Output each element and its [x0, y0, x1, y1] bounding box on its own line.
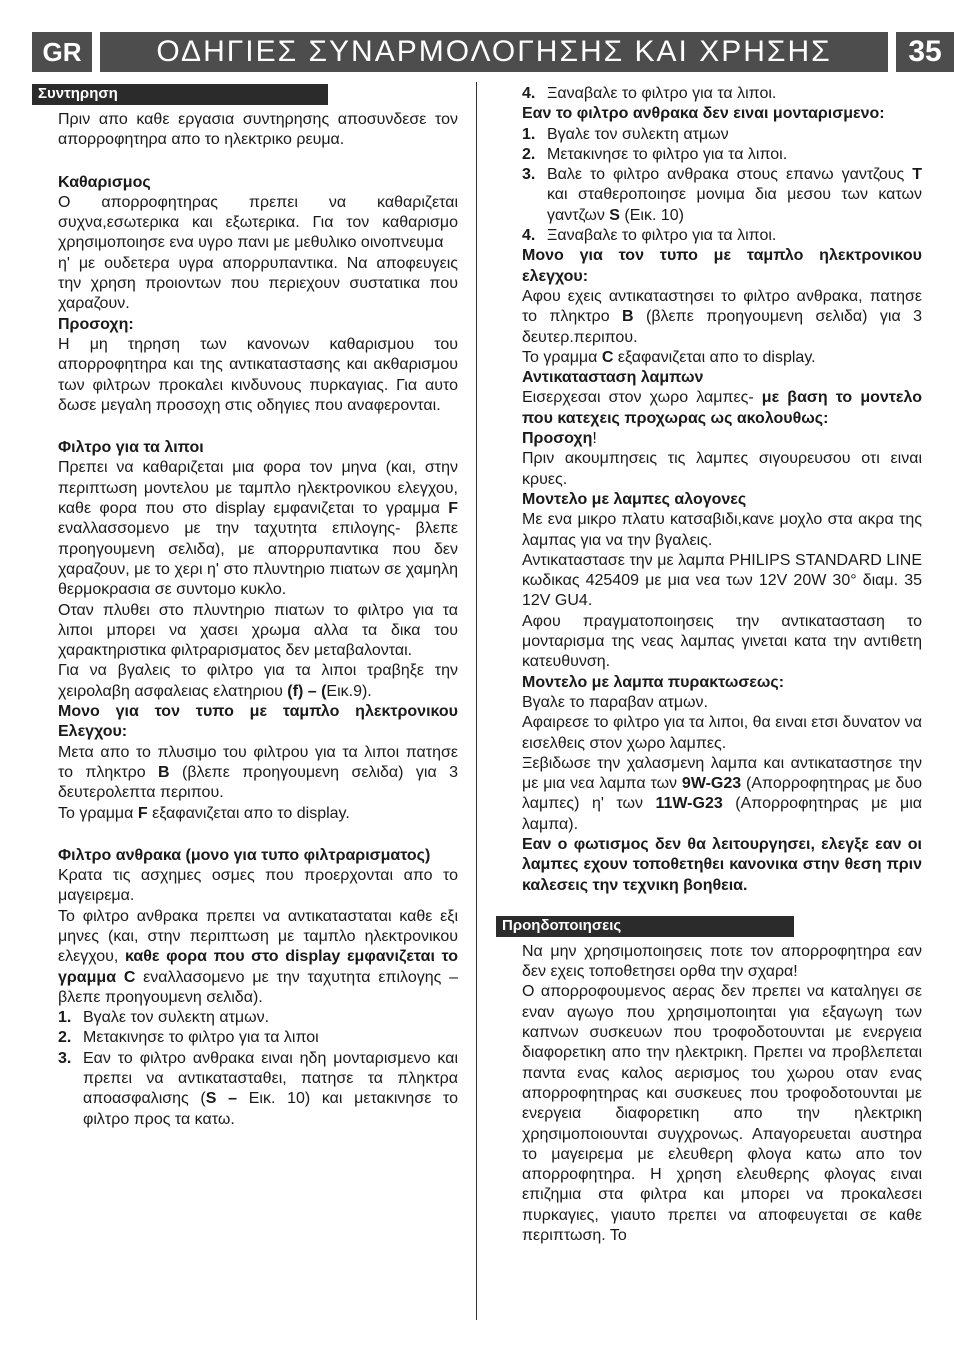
- carbon-filter-heading: Φιλτρο ανθρακα (μονο για τυπο φιλτραρισματος): [58, 846, 431, 864]
- carbon-filter-paragraph-1: Κρατα τις ασχημες οσμες που προερχονται απο το μαγειρεμα.: [58, 867, 458, 905]
- electronic-control-heading: Μονο για τον τυπο με ταμπλο ηλεκτρονικου ελεγχου:: [522, 247, 922, 285]
- halogen-heading: Μοντελο με λαμπες αλογονες: [522, 490, 747, 508]
- incandescent-heading: Μοντελο με λαμπα πυρακτωσεως:: [522, 673, 785, 691]
- incandescent-paragraph-2: Αφαιρεσε το φιλτρο για τα λιποι, θα ειναι ετσι δυνατον να εισελθεις στον χωρο λαμπες.: [522, 714, 922, 752]
- list-item: 2. Μετακινησε το φιλτρο για τα λιποι.: [522, 145, 788, 163]
- halogen-paragraph-1: Με ενα μικρο πλατυ κατσαβιδι,κανε μοχλο στα ακρα της λαμπας για να την βγαλεις.: [522, 511, 922, 549]
- maintenance-intro: Πριν απο καθε εργασια συντηρησης αποσυνδεσε τον απορροφητηρα απο το ηλεκτρικο ρευμα.: [58, 111, 458, 149]
- halogen-paragraph-3: Αφου πραγματοποιησεις την αντικατασταση το μονταρισμα της νεας λαμπας γινεται κατα την αντιθετη κατευθυνση.: [522, 612, 922, 671]
- list-item: 1. Βγαλε τον συλεκτη ατμων.: [58, 1009, 270, 1027]
- page-number: 35: [896, 32, 954, 72]
- grease-filter-heading: Φιλτρο για τα λιποι: [58, 439, 204, 457]
- grease-electronic-heading: Μονο για τον τυπο με ταμπλο ηλεκτρονικου Ελεγχου:: [58, 703, 458, 741]
- language-badge: GR: [32, 32, 92, 72]
- right-column: [502, 84, 923, 1246]
- precautions-paragraph-1: Να μην χρησιμοποιησεις ποτε τον απορροφητηρα εαν δεν εχεις τοποθετησει ορθα την σχαρα!: [522, 942, 922, 981]
- grease-filter-paragraph-1: Πρεπει να καθαριζεται μια φορα τον μηνα (και, στην περιπτωση μοντελου με ταμπλο ηλεκτρονικου ελεγχου, καθε φορα που στο display εμφανιζεται το γραμμα F εναλλασσομενο με την ταχυτητα επιλογης- βλεπε προηγουμενη σελιδα), με απορρυπαντικα που δεν χαραζουν, με το χερι η' στο πλυντηριο πιατων σε χαμηλη θερμοκρασια σε συντομο κυκλο.: [58, 459, 458, 599]
- cleaning-paragraph-2: η' με ουδετερα υγρα απορρυπαντικα. Να αποφευγεις την χρηση προιοντων που περιεχουν συστατικα που χαραζουν.: [58, 254, 458, 313]
- cleaning-heading: Καθαρισμος: [58, 173, 151, 191]
- carbon-steps-list: [58, 1008, 458, 1130]
- electronic-control-paragraph-2: Το γραμμα C εξαφανιζεται απο το display.: [522, 348, 816, 366]
- grease-electronic-paragraph-1: Μετα απο το πλυσιμο του φιλτρου για τα λιποι πατησε το πληκτρο B (βλεπε προηγουμενη σελιδα) για 3 δευτερολεπτα περιπου.: [58, 743, 459, 802]
- section-maintenance-title: Συντηρηση: [32, 84, 328, 105]
- attention-paragraph: Η μη τηρηση των κανονων καθαρισμου του απορροφητηρα και της αντικαταστασης και ακθαρισμου των φιλτρων προκαλει κινδυνους πυρκαγιας. Για αυτο δωσε μεγαλη προσοχη στις οδηγιες που αναφερονται.: [58, 335, 458, 414]
- grease-filter-paragraph-3: Για να βγαλεις το φιλτρο για τα λιποι τραβηξε την χειρολαβη ασφαλειας ελατηριου (f) – (Εικ.9).: [58, 662, 458, 700]
- list-item: 4. Ξαναβαλε το φιλτρο για τα λιποι.: [522, 227, 777, 245]
- attention-heading: Προσοχη:: [58, 315, 134, 333]
- not-mounted-steps-list: [522, 125, 922, 247]
- carbon-steps-continued: [522, 84, 922, 104]
- incandescent-paragraph-1: Βγαλε το παραβαν ατμων.: [522, 693, 708, 711]
- halogen-paragraph-2: Αντικαταστασε την με λαμπα PHILIPS STANDARD LINE κωδικας 425409 με μια νεα των 12V 20W 30° διαμ. 35 12V GU4.: [522, 551, 922, 610]
- electronic-control-paragraph-1: Αφου εχεις αντικαταστησει το φιλτρο ανθρακα, πατησε το πληκτρο B (βλεπε προηγουμενη σελιδα) για 3 δευτερ.περιπου.: [522, 287, 923, 346]
- page-header: [32, 32, 942, 72]
- column-divider: [476, 82, 477, 1320]
- precautions-paragraph-2: Ο απορροφουμενος αερας δεν πρεπει να καταληγει σε εναν αγωγο που χρησιμοποιηται για εξαγωγη των καπνων συσκευων που τροφοδοτουνται με ενεργεια διαφορετικη απο την ηλεκτρικη. Πρεπει να προβλεπεται παντα ενας καλος αερισμος του χωρου οταν ενας απορροφητηρας και συσκευες που τροφοδοτουνται με ενεργεια διαφορετικη απο την ηλεκτρικη χρησιμοποιουνται συγχρονως. Απαγορευεται αυστηρα το μαγειρεμα με ελευθερη φλογα κατω απο τον απορροφητηρα. Η χρηση ελευθερης φλογας ειναι επιζημια στα φιλτρα και μπορει να προκαλεσει πυρκαγιες, γιαυτο πρεπει να αποφευγεται σε καθε περιπτωση. Το: [522, 983, 922, 1245]
- grease-electronic-paragraph-2: Το γραμμα F εξαφανιζεται απο το display.: [58, 804, 350, 822]
- lighting-warning: Εαν ο φωτισμος δεν θα λειτουργησει, ελεγξε εαν οι λαμπες εχουν τοποθετηθει κανονικα στην θεση πριν καλεσεις την τεχνικη βοηθεια.: [522, 835, 922, 894]
- grease-filter-paragraph-2: Οταν πλυθει στο πλυντηριο πιατων το φιλτρο για τα λιποι μπορει να χασει χρωμα αλλα τα δικα του χαρακτηριστικα φιλτραρισματος δεν μεταβαλονται.: [58, 601, 458, 660]
- list-item: 2. Μετακινησε το φιλτρο για τα λιποι: [58, 1029, 319, 1047]
- lamp-attention-paragraph: Πριν ακουμπησεις τις λαμπες σιγουρευσου οτι ειναι κρυες.: [522, 450, 922, 488]
- lamp-replacement-paragraph: Εισερχεσαι στον χωρο λαμπες- με βαση το μοντελο που κατεχεις προχωρας ως ακολουθως:: [522, 389, 922, 427]
- carbon-filter-paragraph-2: Το φιλτρο ανθρακα πρεπει να αντικατασταται καθε εξι μηνες (και, στην περιπτωση με ταμπλο ηλεκτρονικου ελεγχου, καθε φορα που στο display εμφανιζεται το γραμμα C εναλλασομενο με την ταχυτητα επιλογης – βλεπε προηγουμενη σελιδα).: [58, 907, 459, 1006]
- list-item: 1. Βγαλε τον συλεκτη ατμων: [522, 125, 729, 143]
- incandescent-paragraph-3: Ξεβιδωσε την χαλασμενη λαμπα και αντικαταστησε την με μια νεα λαμπα των 9W-G23 (Απορροφητηρας με δυο λαμπες) η' των 11W-G23 (Απορροφητηρας με μια λαμπα).: [522, 754, 923, 833]
- list-item: 4. Ξαναβαλε το φιλτρο για τα λιποι.: [522, 85, 777, 102]
- cleaning-paragraph-1: Ο απορροφητηρας πρεπει να καθαριζεται συχνα,εσωτερικα και εξωτερικα. Για τον καθαρισμο χρησιμοποιησε ενα υγρο πανι με μεθυλικο οινοπνευμα: [58, 193, 458, 252]
- left-column: [38, 84, 459, 1130]
- not-mounted-heading: Εαν το φιλτρο ανθρακα δεν ειναι μονταρισμενο:: [522, 105, 885, 123]
- lamp-replacement-heading: Αντικατασταση λαμπων: [522, 369, 704, 387]
- section-precautions-title: Προηδοποιησεις: [496, 916, 794, 937]
- lamp-attention-heading: Προσοχη!: [522, 430, 597, 448]
- page-title: ΟΔΗΓΙΕΣ ΣΥΝΑΡΜΟΛΟΓΗΣΗΣ ΚΑΙ ΧΡΗΣΗΣ: [100, 32, 888, 72]
- list-item: 3. Βαλε το φιλτρο ανθρακα στους επανω γαντζους T και σταθεροποιησε μονιμα δια μεσου των κατων γαντζων S (Εικ. 10): [522, 166, 922, 224]
- list-item: 3. Εαν το φιλτρο ανθρακα ειναι ηδη μονταρισμενο και πρεπει να αντικατασταθει, πατησε τα πληκτρα αποασφαλισης (S – Εικ. 10) και μετακινησε το φιλτρο προς τα κατω.: [58, 1049, 459, 1128]
